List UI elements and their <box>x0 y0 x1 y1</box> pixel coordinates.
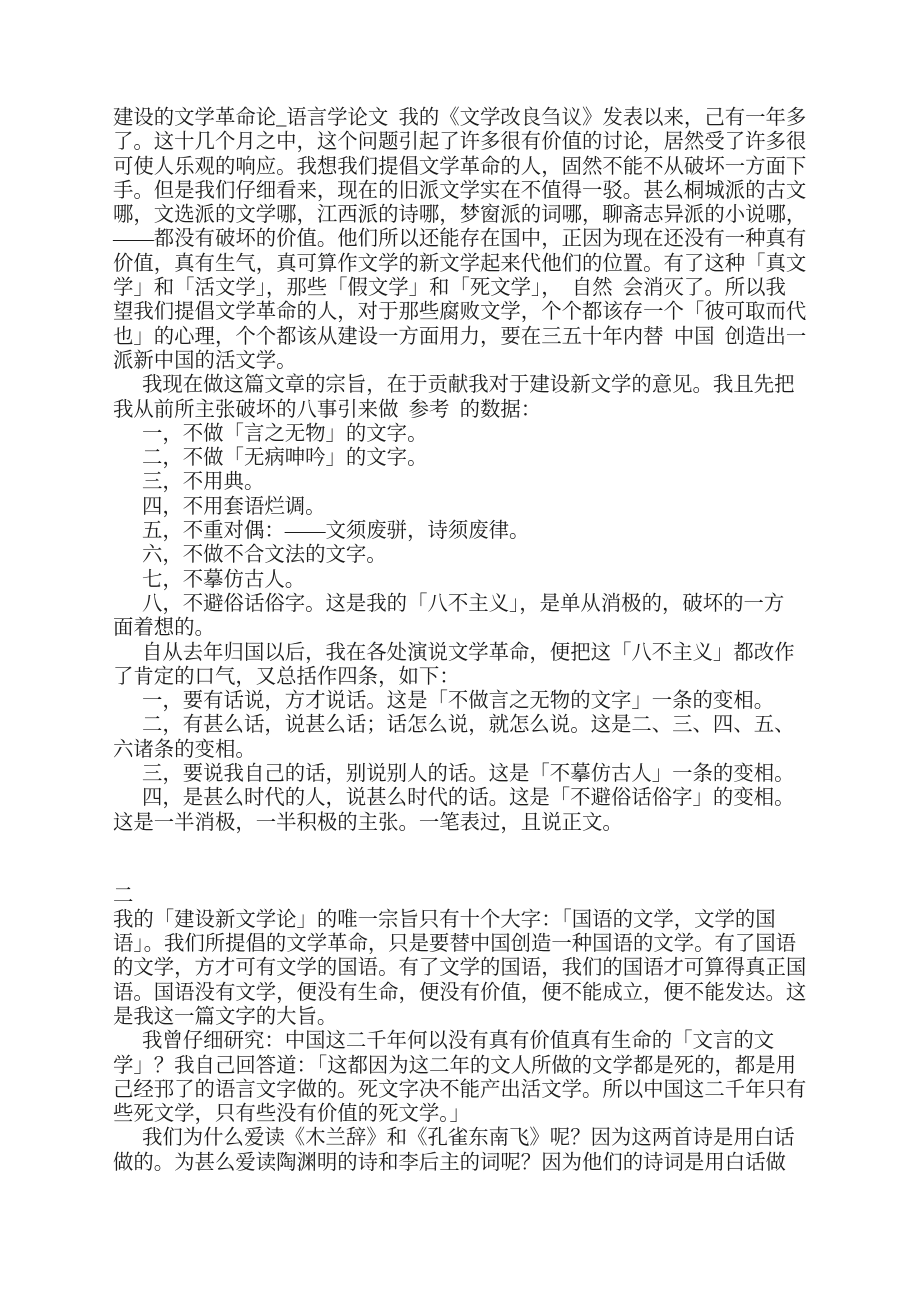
text-line: 这是一半消极，一半积极的主张。一笔表过，且说正文。 <box>113 811 623 834</box>
text-line: 七，不摹仿古人。 <box>142 568 306 591</box>
blank-line <box>113 835 827 859</box>
text-line: 我们为什么爱读《木兰辞》和《孔雀东南飞》呢？因为这两首诗是用白话 <box>142 1127 795 1150</box>
text-line: 哪，文选派的文学哪，江西派的诗哪，梦窗派的词哪，聊斋志异派的小说哪， <box>113 204 807 227</box>
text-line: 些死文学，只有些没有价值的死文学。」 <box>113 1103 470 1126</box>
document-page <box>113 106 827 1175</box>
text-line: 我曾仔细研究：中国这二千年何以没有真有价值真有生命的「文言的文 <box>142 1030 775 1053</box>
text-line: 了肯定的口气，又总括作四条，如下： <box>113 665 460 688</box>
text-line: 三，不用典。 <box>142 471 265 494</box>
text-line: 四，是甚么时代的人，说甚么时代的话。这是「不避俗话俗字」的变相。 <box>142 787 795 810</box>
text-line: 六诸条的变相。 <box>113 738 256 761</box>
text-line: 五，不重对偶：——文须废骈，诗须废律。 <box>142 520 530 543</box>
text-line: 的文学，方才可有文学的国语。有了文学的国语，我们的国语才可算得真正国 <box>113 957 807 980</box>
text-line: 做的。为甚么爱读陶渊明的诗和李后主的词呢？因为他们的诗词是用白话做 <box>113 1151 786 1174</box>
text-line: 是我这一篇文字的大旨。 <box>113 1005 338 1028</box>
text-line: 派新中国的活文学。 <box>113 349 297 372</box>
text-line: 八，不避俗话俗字。这是我的「八不主义」，是单从消极的，破坏的一方 <box>142 592 785 615</box>
text-line: 己经邘了的语言文字做的。死文字决不能产出活文学。所以中国这二千年只有 <box>113 1078 807 1101</box>
text-line: 学」和「活文学」，那些「假文学」和「死文学」， 自然 会消灭了。所以我 <box>113 277 786 300</box>
text-line: 语」。我们所提倡的文学革命，只是要替中国创造一种国语的文学。有了国语 <box>113 933 797 956</box>
text-line: 二 <box>113 884 134 907</box>
text-line: 二，有甚么话，说甚么话；话怎么说，就怎么说。这是二、三、四、五、 <box>142 714 795 737</box>
text-line: 我的「建设新文学论」的唯一宗旨只有十个大字：「国语的文学，文学的国 <box>113 908 776 931</box>
text-line: 建设的文学革命论_语言学论文 我的《文学改良刍议》发表以来，己有一年多 <box>113 107 807 129</box>
text-line: 价值，真有生气，真可算作文学的新文学起来代他们的位置。有了这种「真文 <box>113 252 807 275</box>
text-line: 四，不用套语烂调。 <box>142 495 326 518</box>
text-line: 学」？我自己回答道：「这都因为这二年的文人所做的文学都是死的，都是用 <box>113 1054 797 1077</box>
text-line: 语。国语没有文学，便没有生命，便没有价值，便不能成立，便不能发达。这 <box>113 981 807 1004</box>
text-line: 六，不做不合文法的文字。 <box>142 544 387 567</box>
text-line: 自从去年归国以后，我在各处演说文学革命，便把这「八不主义」都改作 <box>142 641 795 664</box>
text-line: 我现在做这篇文章的宗旨，在于贡献我对于建设新文学的意见。我且先把 <box>142 374 795 397</box>
text-line: 可使人乐观的响应。我想我们提倡文学革命的人，固然不能不从破坏一方面下 <box>113 155 807 178</box>
text-line: 手。但是我们仔细看来，现在的旧派文学实在不值得一驳。甚么桐城派的古文 <box>113 179 807 202</box>
text-line: 我从前所主张破坏的八事引来做 参考 的数据： <box>113 398 542 421</box>
blank-line <box>113 859 827 883</box>
text-line: 了。这十几个月之中，这个问题引起了许多很有价值的讨论，居然受了许多很 <box>113 131 807 154</box>
text-line: 望我们提倡文学革命的人，对于那些腐败文学，个个都该存一个「彼可取而代 <box>113 301 807 324</box>
document-body <box>113 106 827 1175</box>
text-line: 一，要有话说，方才说话。这是「不做言之无物的文字」一条的变相。 <box>142 690 775 713</box>
text-line: 也」的心理，个个都该从建设一方面用力，要在三五十年内替 中国 创造出一 <box>113 325 807 348</box>
text-line: 三，要说我自己的话，别说别人的话。这是「不摹仿古人」一条的变相。 <box>142 763 795 786</box>
text-line: 二，不做「无病呻吟」的文字。 <box>142 447 428 470</box>
text-line: 面着想的。 <box>113 617 215 640</box>
text-line: 一，不做「言之无物」的文字。 <box>142 422 428 445</box>
text-line: ——都没有破坏的价值。他们所以还能存在国中，正因为现在还没有一种真有 <box>113 228 807 251</box>
